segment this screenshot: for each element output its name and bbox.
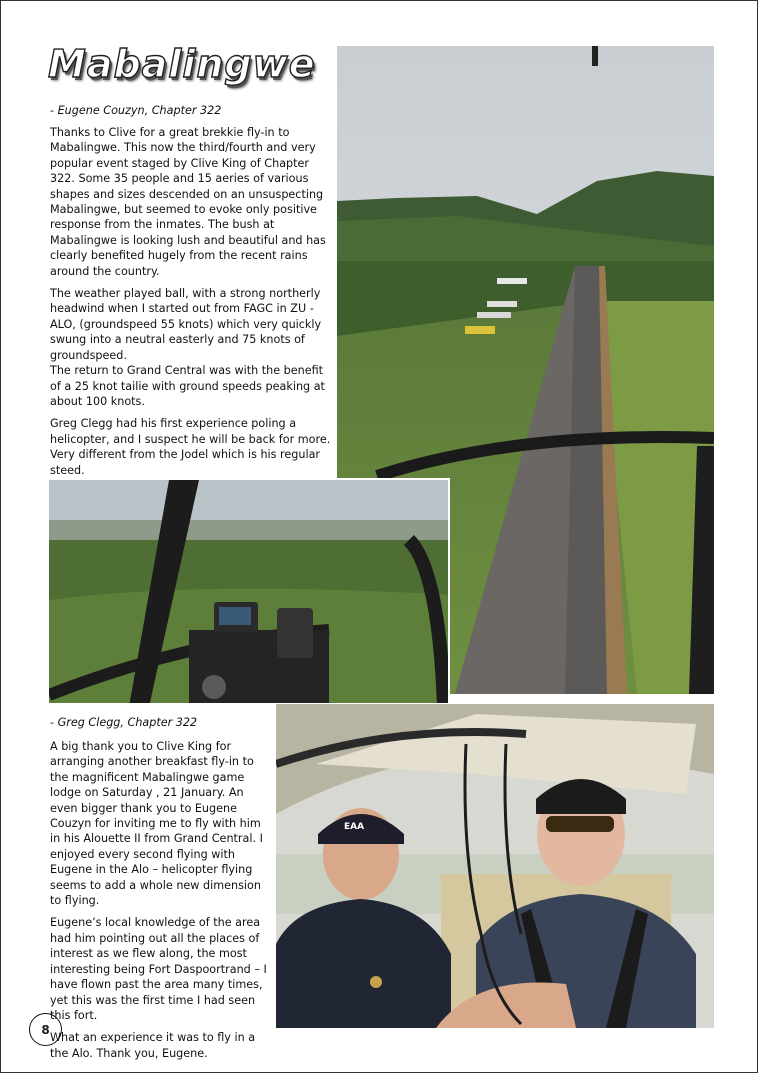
paragraph: Greg Clegg had his first experience poling a helicopter, and I suspect he will be back for more. Very different from the Jodel which is his regular steed.: [50, 417, 331, 477]
cockpit-photo: [47, 478, 450, 705]
article-body-2: [50, 739, 274, 1068]
paragraph: Eugene’s local knowledge of the area had him pointing out all the places of interest as we flew along, the most interesting being Fort Daspoortrand – I have flown past the area many times, yet this was the first time I had seen this fort.: [50, 916, 267, 1022]
pilots-selfie-photo: [276, 704, 714, 1028]
page-number: 8: [29, 1013, 62, 1046]
paragraph: Thanks to Clive for a great brekkie fly-in to Mabalingwe. This now the third/fourth and very popular event staged by Clive King of Chapter 322. Some 35 people and 15 aeries of various shapes and sizes descended on an unsuspecting Mabalingwe, but seemed to evoke only positive response from the inmates. The bush at Mabalingwe is looking lush and beautiful and has clearly benefited hugely from the recent rains around the country.: [50, 126, 326, 278]
article-body-1: [50, 125, 337, 507]
byline-eugene: - Eugene Couzyn, Chapter 322: [50, 104, 222, 117]
paragraph: The weather played ball, with a strong northerly headwind when I started out from FAGC in ZU - ALO, (groundspeed 55 knots) which very quickly swung into a neutral easterly and 75 knots of groundspeed.: [50, 287, 322, 362]
paragraph: A big thank you to Clive King for arranging another breakfast fly-in to the magnificent Mabalingwe game lodge on Saturday , 21 January. An even bigger thank you to Eugene Couzyn for inviting me to fly with him in his Alouette II from Grand Central. I enjoyed every second flying with Eugene in the Alo – helicopter flying seems to add a whole new dimension to flying.: [50, 740, 263, 908]
byline-greg: - Greg Clegg, Chapter 322: [50, 716, 198, 729]
paragraph: What an experience it was to fly in a the Alo. Thank you, Eugene.: [50, 1031, 256, 1060]
cap-logo: EAA: [344, 822, 365, 832]
page-title: Mabalingwe: [48, 42, 316, 86]
paragraph: The return to Grand Central was with the benefit of a 25 knot tailie with ground speeds peaking at about 100 knots.: [50, 364, 325, 408]
